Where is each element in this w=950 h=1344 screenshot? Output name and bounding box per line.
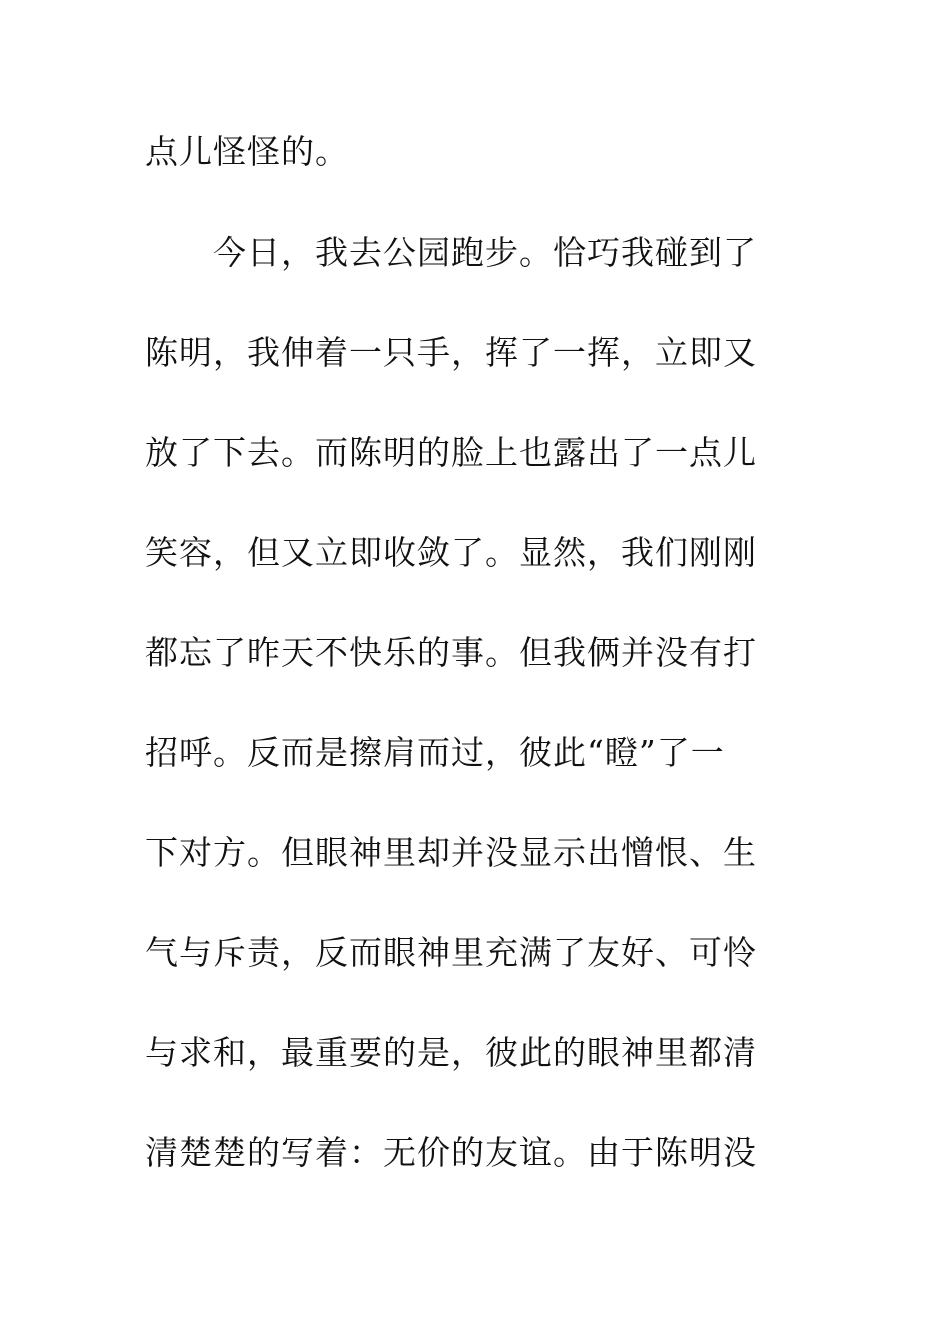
- text-line-3: 陈明，我伸着一只手，挥了一挥，立即又: [145, 333, 757, 372]
- text-line-7: 招呼。反而是擦肩而过，彼此“瞪”了一: [145, 733, 725, 772]
- text-line-6: 都忘了昨天不快乐的事。但我俩并没有打: [145, 633, 757, 672]
- text-line-8: 下对方。但眼神里却并没显示出憎恨、生: [145, 833, 757, 872]
- paragraph-start-line: 今日，我去公园跑步。恰巧我碰到了: [213, 233, 757, 272]
- text-line-5: 笑容，但又立即收敛了。显然，我们刚刚: [145, 533, 757, 572]
- text-line-9: 气与斥责，反而眼神里充满了友好、可怜: [145, 933, 757, 972]
- text-line-11: 清楚楚的写着：无价的友谊。由于陈明没: [145, 1133, 757, 1172]
- text-line-1: 点儿怪怪的。: [145, 132, 349, 171]
- text-line-10: 与求和，最重要的是，彼此的眼神里都清: [145, 1033, 757, 1072]
- text-line-4: 放了下去。而陈明的脸上也露出了一点儿: [145, 433, 757, 472]
